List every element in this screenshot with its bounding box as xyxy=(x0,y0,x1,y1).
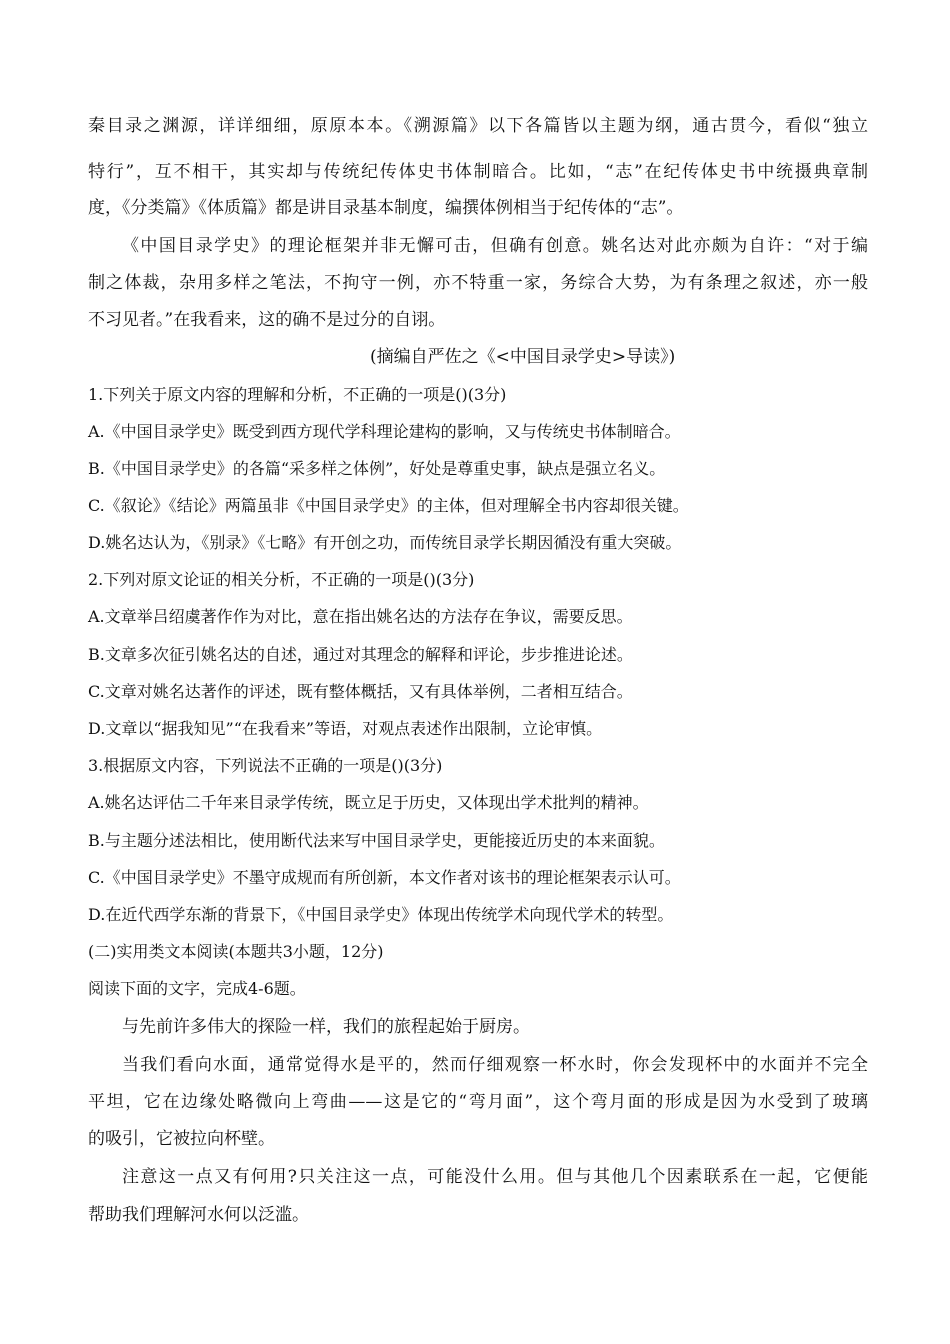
question-option: A.《中国目录学史》既受到西方现代学科理论建构的影响，又与传统史书体制暗合。 xyxy=(88,422,681,441)
paragraph-line: 《中国目录学史》的理论框架并非无懈可击，但确有创意。姚名达对此亦颇为自许：“对于编 xyxy=(122,236,868,256)
question-option: B.《中国目录学史》的各篇“采多样之体例”，好处是尊重史事，缺点是强立名义。 xyxy=(88,459,666,478)
question-option: C.文章对姚名达著作的评述，既有整体概括，又有具体举例，二者相互结合。 xyxy=(88,682,633,701)
paragraph-line: 与先前许多伟大的探险一样，我们的旅程起始于厨房。 xyxy=(122,1017,530,1037)
question-option: B.文章多次征引姚名达的自述，通过对其理念的解释和评论，步步推进论述。 xyxy=(88,645,633,664)
question-option: D.在近代西学东渐的背景下，《中国目录学史》体现出传统学术向现代学术的转型。 xyxy=(88,905,674,924)
question-option: A.文章举吕绍虞著作作为对比，意在指出姚名达的方法存在争议，需要反思。 xyxy=(88,607,633,626)
paragraph-line: 不习见者。”在我看来，这的确不是过分的自诩。 xyxy=(88,310,446,330)
question-option: C.《中国目录学史》不墨守成规而有所创新，本文作者对该书的理论框架表示认可。 xyxy=(88,868,681,887)
question-stem: 3.根据原文内容，下列说法不正确的一项是()(3分) xyxy=(88,756,443,775)
question-option: D.姚名达认为，《别录》《七略》有开创之功，而传统目录学长期因循没有重大突破。 xyxy=(88,533,682,552)
paragraph-line: 特行”，互不相干，其实却与传统纪传体史书体制暗合。比如，“志”在纪传体史书中统摄典章制 xyxy=(88,162,868,182)
question-stem: 2.下列对原文论证的相关分析，不正确的一项是()(3分) xyxy=(88,570,475,589)
question-option: D.文章以“据我知见”“在我看来”等语，对观点表述作出限制，立论审慎。 xyxy=(88,719,603,738)
question-option: C.《叙论》《结论》两篇虽非《中国目录学史》的主体，但对理解全书内容却很关键。 xyxy=(88,496,689,515)
source-citation: (摘编自严佐之《<中国目录学史>导读》) xyxy=(370,347,676,367)
paragraph-line: 的吸引，它被拉向杯壁。 xyxy=(88,1129,275,1149)
paragraph-line: 制之体裁，杂用多样之笔法，不拘守一例，亦不特重一家，务综合大势，为有条理之叙述，亦一般 xyxy=(88,273,868,293)
paragraph-line: 平坦，它在边缘处略微向上弯曲——这是它的“弯月面”，这个弯月面的形成是因为水受到了玻璃 xyxy=(88,1092,868,1112)
section-instruction: 阅读下面的文字，完成4-6题。 xyxy=(88,979,306,998)
question-stem: 1.下列关于原文内容的理解和分析，不正确的一项是()(3分) xyxy=(88,385,507,404)
paragraph-line: 度，《分类篇》《体质篇》都是讲目录基本制度，编撰体例相当于纪传体的“志”。 xyxy=(88,198,684,218)
paragraph-line: 秦目录之渊源，详详细细，原原本本。《溯源篇》以下各篇皆以主题为纲，通古贯今，看似“独立 xyxy=(88,116,868,136)
paragraph-line: 注意这一点又有何用?只关注这一点，可能没什么用。但与其他几个因素联系在一起，它便能 xyxy=(122,1167,868,1187)
question-option: A.姚名达评估二千年来目录学传统，既立足于历史，又体现出学术批判的精神。 xyxy=(88,793,649,812)
paragraph-line: 当我们看向水面，通常觉得水是平的，然而仔细观察一杯水时，你会发现杯中的水面并不完全 xyxy=(122,1055,868,1075)
paragraph-line: 帮助我们理解河水何以泛滥。 xyxy=(88,1205,309,1225)
question-option: B.与主题分述法相比，使用断代法来写中国目录学史，更能接近历史的本来面貌。 xyxy=(88,831,665,850)
section-heading: (二)实用类文本阅读(本题共3小题，12分) xyxy=(88,942,384,961)
